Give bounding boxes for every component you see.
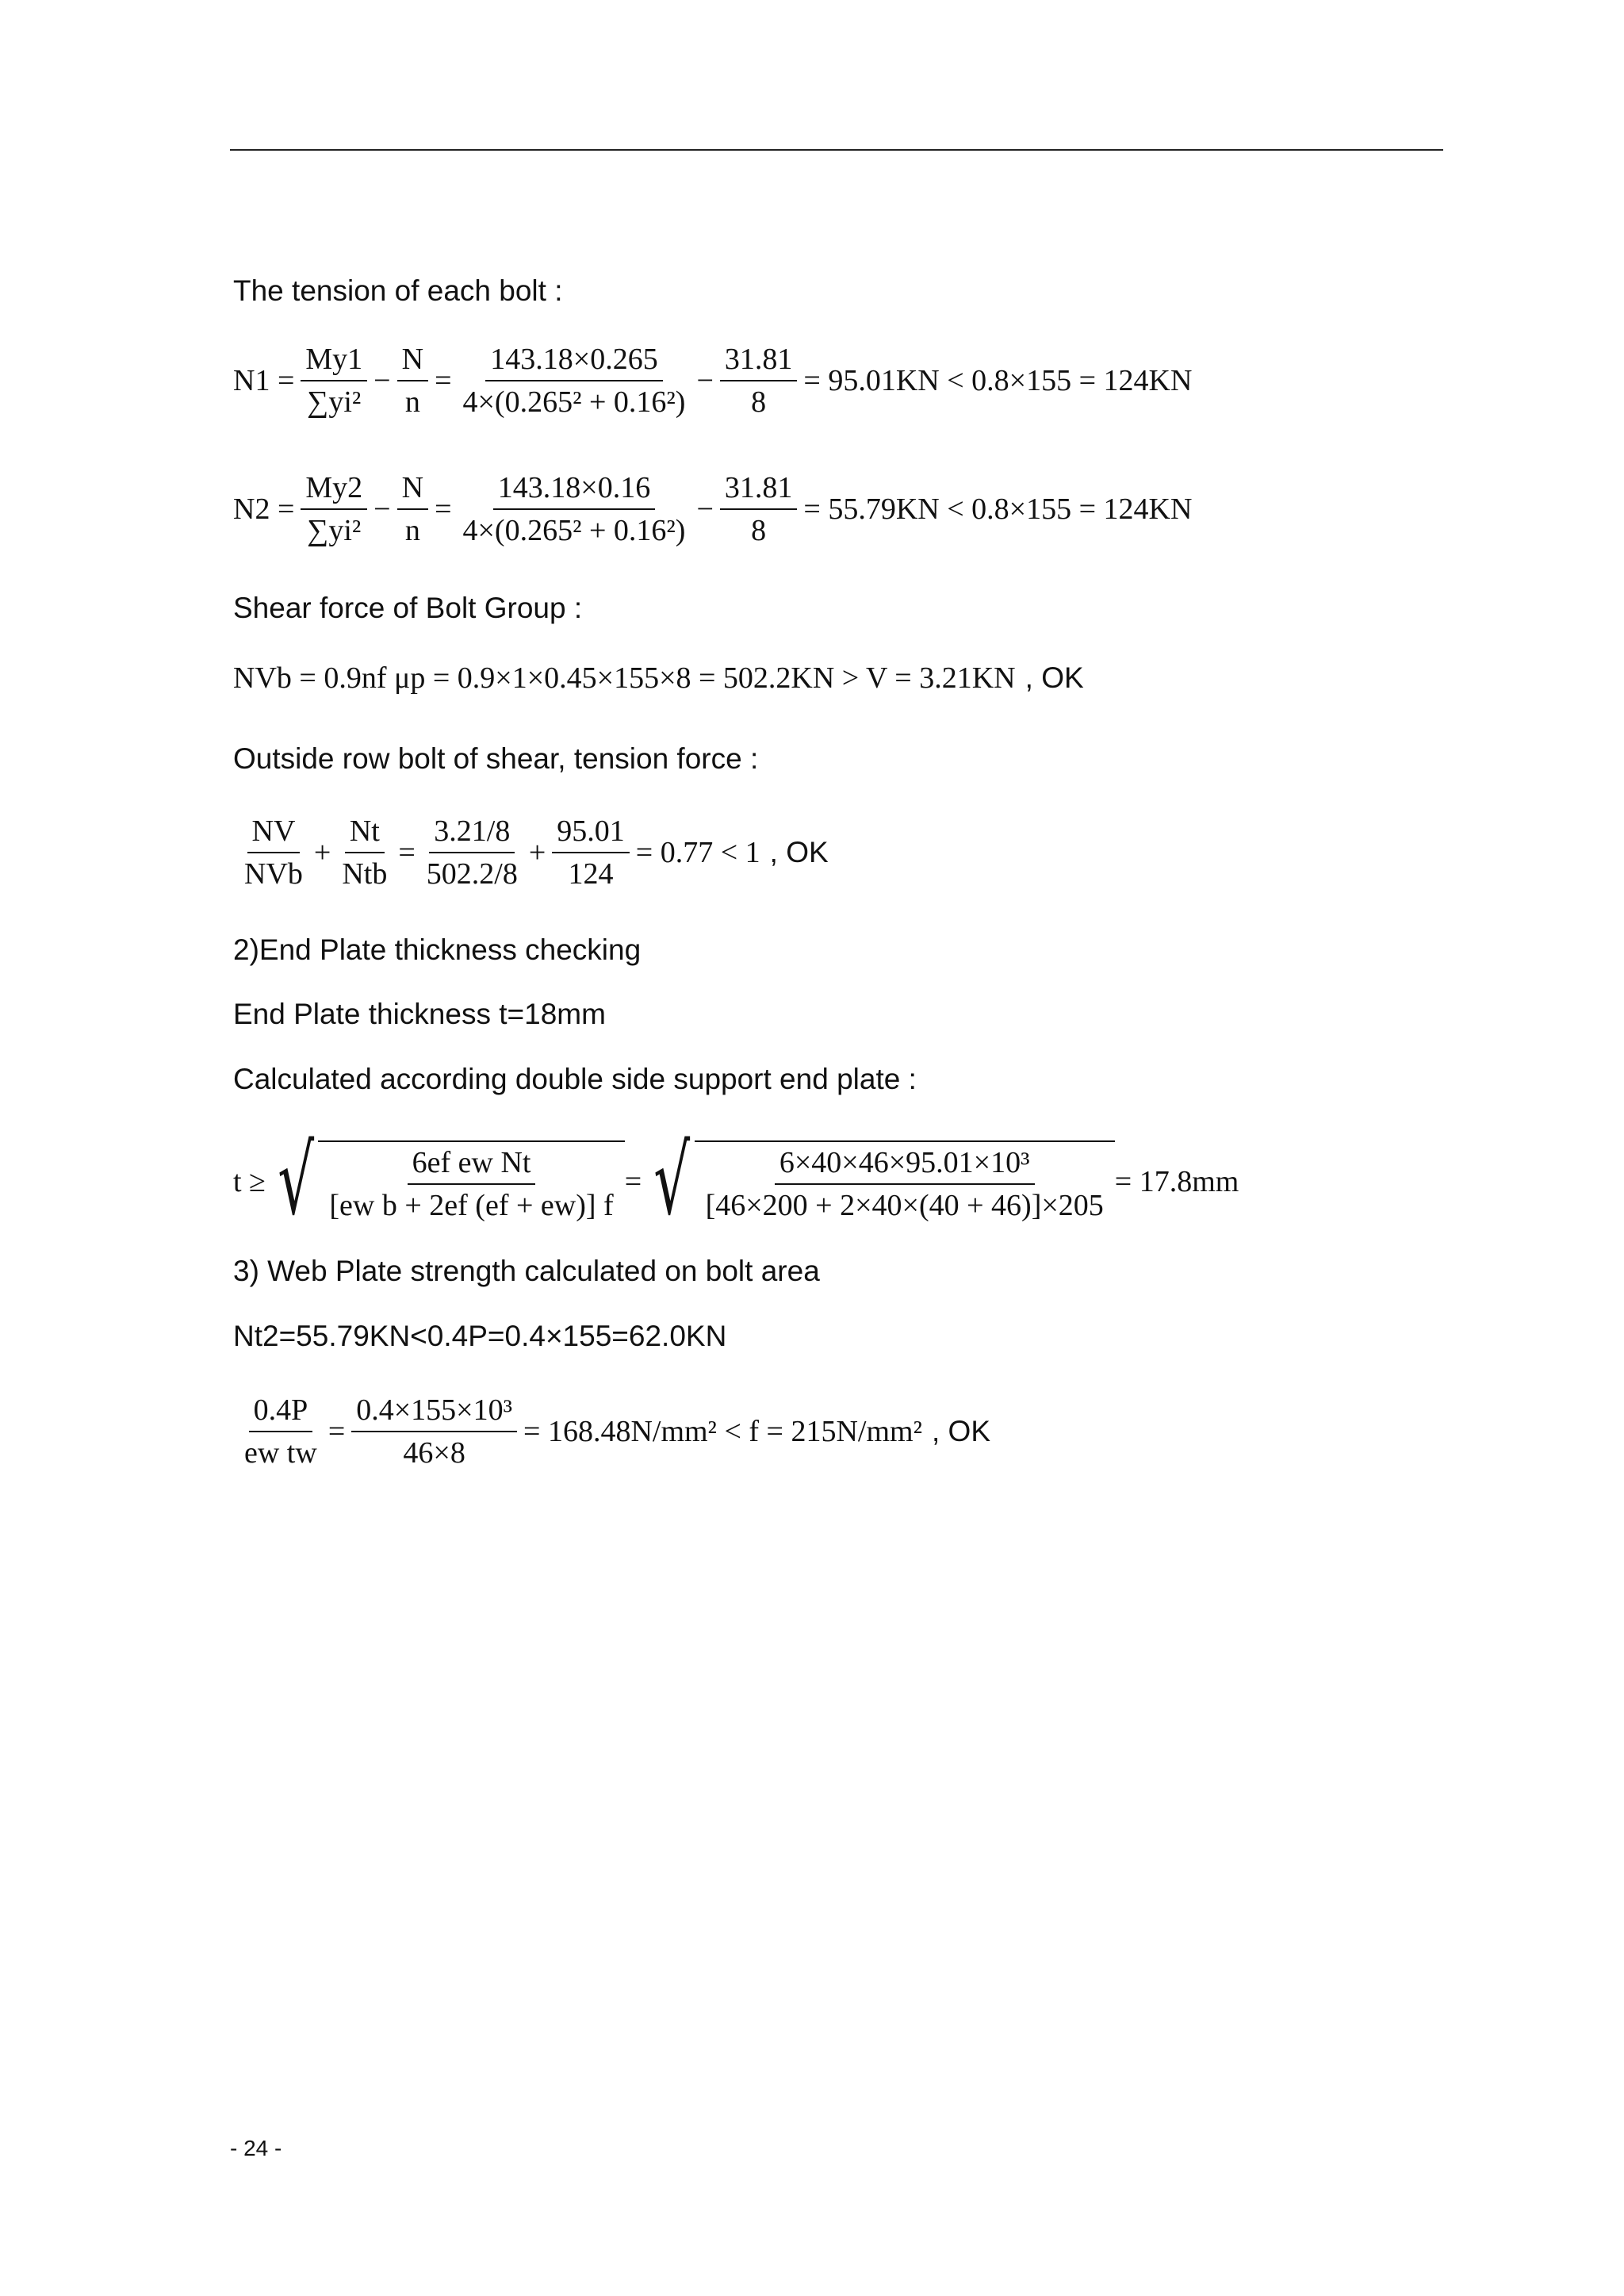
operator: + <box>528 836 546 869</box>
equation-n1 <box>233 325 1192 436</box>
eq-n1-frac-moment <box>301 342 367 420</box>
equation-outside-row <box>233 797 829 908</box>
frac-denominator: n <box>404 385 420 419</box>
frac-numerator: 6×40×46×95.01×10³ <box>775 1145 1035 1185</box>
frac-denominator: 4×(0.265² + 0.16²) <box>462 385 686 419</box>
frac-denominator: 8 <box>751 514 767 547</box>
frac-numerator: 31.81 <box>720 470 798 510</box>
operator: = <box>327 1415 346 1448</box>
eq-t-sqrt-symbolic <box>266 1126 625 1236</box>
eq-t-result: = 17.8mm <box>1114 1165 1239 1198</box>
frac-denominator: 46×8 <box>403 1436 465 1470</box>
eq-shear-ok: , OK <box>1025 661 1084 694</box>
heading-web-plate: 3) Web Plate strength calculated on bolt area <box>233 1255 820 1287</box>
eq-n2-frac-axial <box>397 470 428 548</box>
frac-denominator: 502.2/8 <box>426 857 518 891</box>
frac-numerator: 143.18×0.265 <box>485 342 662 381</box>
operator: − <box>373 364 391 397</box>
frac-numerator: Nt <box>345 814 385 853</box>
radical-sign: √ <box>278 1126 315 1236</box>
frac-denominator: [ew b + 2ef (ef + ew)] f <box>329 1189 614 1222</box>
frac-numerator: N <box>397 342 428 381</box>
text-plate-thickness: End Plate thickness t=18mm <box>233 998 606 1030</box>
operator: = <box>624 1165 642 1198</box>
header-rule <box>230 149 1443 151</box>
text-calculation-basis: Calculated according double side support end plate : <box>233 1063 917 1095</box>
eq-out-frac-tension-numeric <box>552 814 630 891</box>
heading-outside-row: Outside row bolt of shear, tension force : <box>233 742 759 775</box>
operator: − <box>373 493 391 526</box>
eq-out-frac-shear-ratio <box>239 814 308 891</box>
eq-n2-frac-numeric <box>458 470 691 548</box>
frac-numerator: 31.81 <box>720 342 798 381</box>
frac-denominator: 4×(0.265² + 0.16²) <box>462 514 686 547</box>
operator: + <box>313 836 331 869</box>
eq-n1-frac-axial-numeric <box>720 342 798 420</box>
frac-numerator: 6ef ew Nt <box>408 1145 536 1185</box>
frac-denominator: ew tw <box>244 1436 317 1470</box>
operator: − <box>696 364 714 397</box>
frac-numerator: My1 <box>301 342 367 381</box>
frac-denominator: NVb <box>244 857 303 891</box>
eq-out-result: = 0.77 < 1 <box>635 836 760 869</box>
eq-out-ok: , OK <box>769 836 829 868</box>
eq-t-frac-symbolic <box>324 1145 618 1223</box>
frac-denominator: ∑yi² <box>307 514 362 547</box>
radicand <box>318 1140 624 1223</box>
eq-t-sqrt-numeric <box>642 1126 1115 1236</box>
text-nt2-check: Nt2=55.79KN<0.4P=0.4×155=62.0KN <box>233 1320 727 1352</box>
frac-denominator: ∑yi² <box>307 385 362 419</box>
eq-out-frac-shear-numeric <box>422 814 523 891</box>
radicand <box>695 1140 1115 1223</box>
eq-n2-result: = 55.79KN < 0.8×155 = 124KN <box>803 493 1193 526</box>
operator: − <box>696 493 714 526</box>
equation-shear <box>233 634 1084 722</box>
frac-denominator: 8 <box>751 385 767 419</box>
frac-numerator: 95.01 <box>552 814 630 853</box>
equation-web-strength <box>233 1376 990 1487</box>
frac-denominator: Ntb <box>342 857 388 891</box>
eq-out-frac-tension-ratio <box>337 814 392 891</box>
frac-denominator: n <box>404 514 420 547</box>
eq-shear-expression: NVb = 0.9nf μp = 0.9×1×0.45×155×8 = 502.2KN > V = 3.21KN <box>233 661 1016 695</box>
eq-t-lhs: t ≥ <box>233 1165 266 1198</box>
eq-n2-lhs: N2 = <box>233 493 295 526</box>
eq-n1-result: = 95.01KN < 0.8×155 = 124KN <box>803 364 1193 397</box>
operator: = <box>435 493 452 526</box>
operator: = <box>435 364 452 397</box>
equation-n2 <box>233 454 1192 565</box>
heading-shear-force: Shear force of Bolt Group : <box>233 592 583 624</box>
eq-web-result: = 168.48N/mm² < f = 215N/mm² <box>523 1415 922 1448</box>
equation-thickness <box>233 1114 1239 1249</box>
eq-n1-lhs: N1 = <box>233 364 295 397</box>
eq-web-frac-numeric <box>351 1393 517 1470</box>
eq-n1-frac-axial <box>397 342 428 420</box>
frac-numerator: 3.21/8 <box>429 814 515 853</box>
frac-numerator: 143.18×0.16 <box>493 470 655 510</box>
frac-numerator: NV <box>247 814 301 853</box>
radical-sign: √ <box>653 1126 691 1236</box>
frac-numerator: 0.4P <box>249 1393 313 1432</box>
heading-bolt-tension: The tension of each bolt : <box>233 274 563 307</box>
frac-numerator: My2 <box>301 470 367 510</box>
eq-web-frac-symbolic <box>239 1393 322 1470</box>
page-number: - 24 - <box>230 2136 282 2160</box>
eq-n1-frac-numeric <box>458 342 691 420</box>
operator: = <box>398 836 416 869</box>
eq-web-ok: , OK <box>931 1415 991 1447</box>
heading-end-plate: 2)End Plate thickness checking <box>233 933 642 966</box>
eq-n2-frac-moment <box>301 470 367 548</box>
frac-denominator: [46×200 + 2×40×(40 + 46)]×205 <box>705 1189 1104 1222</box>
frac-denominator: 124 <box>568 857 614 891</box>
frac-numerator: N <box>397 470 428 510</box>
eq-t-frac-numeric <box>701 1145 1109 1223</box>
eq-n2-frac-axial-numeric <box>720 470 798 548</box>
frac-numerator: 0.4×155×10³ <box>351 1393 517 1432</box>
